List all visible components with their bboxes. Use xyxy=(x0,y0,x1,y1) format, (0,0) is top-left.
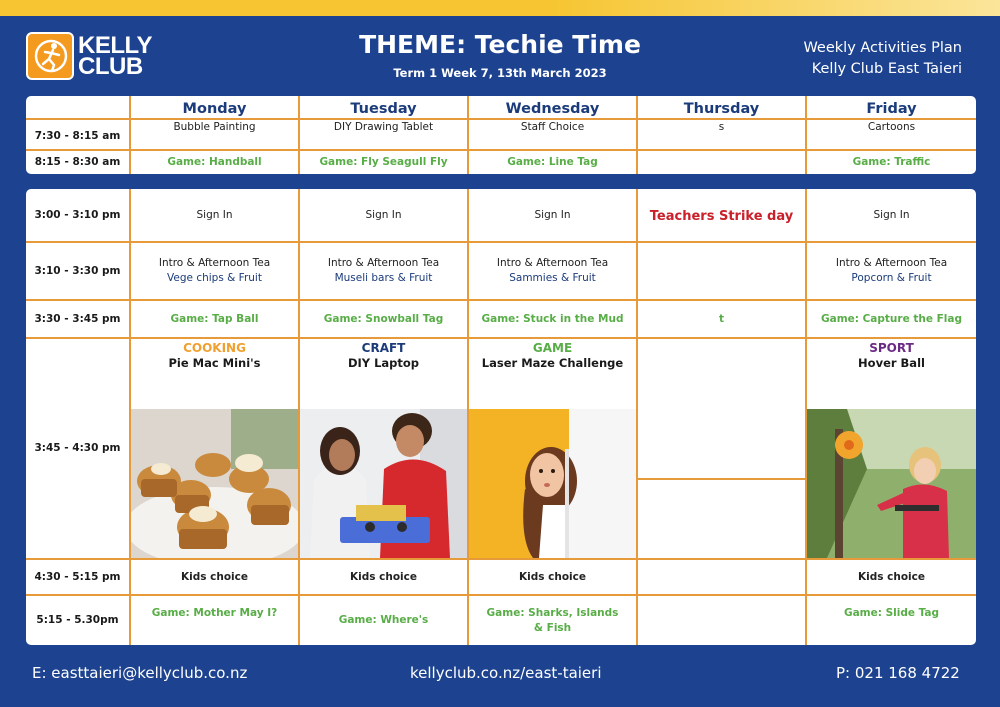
footer-phone: P: 021 168 4722 xyxy=(836,664,960,682)
activity-category: GAME xyxy=(532,341,573,355)
time-slot: 3:00 - 3:10 pm xyxy=(34,208,121,221)
term-subtitle: Term 1 Week 7, 13th March 2023 xyxy=(393,66,607,80)
game-photo xyxy=(469,409,636,558)
snack-label: Sammies & Fruit xyxy=(509,272,596,284)
sign-in-cell: Sign In xyxy=(873,208,910,221)
activity-heading xyxy=(469,339,636,373)
game-cell: Game: Mother May I? xyxy=(151,606,278,619)
game-cell xyxy=(638,151,805,174)
time-slot: 4:30 - 5:15 pm xyxy=(34,570,121,583)
afternoon-tea-cell xyxy=(300,243,467,299)
afternoon-tea-cell xyxy=(131,243,298,299)
activity-cell: s xyxy=(718,120,725,133)
sign-in-cell: Sign In xyxy=(196,208,233,221)
time-slot: 3:30 - 3:45 pm xyxy=(34,312,121,325)
activity-cell: Staff Choice xyxy=(520,120,585,133)
activity-heading xyxy=(807,339,976,373)
game-cell: Game: Line Tag xyxy=(507,156,598,168)
snack-label: Vege chips & Fruit xyxy=(167,272,262,284)
activity-cell: Cartoons xyxy=(867,120,916,133)
activity-heading xyxy=(300,339,467,373)
day-header-thursday: Thursday xyxy=(683,100,760,117)
activity-name: Laser Maze Challenge xyxy=(481,356,624,370)
game-cell: Game: Snowball Tag xyxy=(323,312,444,325)
activity-heading xyxy=(131,339,298,373)
intro-label: Intro & Afternoon Tea xyxy=(327,257,440,269)
activity-name: Pie Mac Mini's xyxy=(168,356,261,370)
activity-category: COOKING xyxy=(183,341,246,355)
sign-in-cell: Sign In xyxy=(534,208,571,221)
day-header-monday: Monday xyxy=(182,100,247,117)
footer-email[interactable]: E: easttaieri@kellyclub.co.nz xyxy=(32,664,248,682)
day-header-friday: Friday xyxy=(866,100,917,117)
kids-choice-cell: Kids choice xyxy=(349,570,417,583)
time-slot: 3:45 - 4:30 pm xyxy=(34,442,121,454)
kelly-club-logo xyxy=(26,32,156,80)
day-header-tuesday: Tuesday xyxy=(350,100,417,117)
time-slot: 8:15 - 8:30 am xyxy=(34,156,121,168)
intro-label: Intro & Afternoon Tea xyxy=(496,257,609,269)
plan-info xyxy=(803,38,962,80)
morning-schedule-table xyxy=(26,96,976,174)
kids-choice-cell: Kids choice xyxy=(180,570,248,583)
afternoon-tea-cell xyxy=(807,243,976,299)
time-slot: 5:15 - 5.30pm xyxy=(36,614,119,626)
page-title: THEME: Techie Time xyxy=(359,30,641,59)
intro-label: Intro & Afternoon Tea xyxy=(158,257,271,269)
time-slot: 7:30 - 8:15 am xyxy=(34,130,121,142)
game-cell: Game: Capture the Flag xyxy=(820,312,963,325)
afternoon-tea-cell xyxy=(469,243,636,299)
game-cell: Game: Handball xyxy=(167,156,262,168)
logo-line2: CLUB xyxy=(78,53,143,80)
intro-label: Intro & Afternoon Tea xyxy=(835,257,948,269)
sign-in-cell: Sign In xyxy=(365,208,402,221)
logo-line1: KELLY xyxy=(78,32,152,59)
snack-label: Museli bars & Fruit xyxy=(334,272,433,284)
game-cell: Game: Slide Tag xyxy=(843,606,940,619)
activity-cell: Bubble Painting xyxy=(173,120,256,133)
activity-name: Hover Ball xyxy=(858,356,925,370)
afternoon-schedule-table xyxy=(26,189,976,645)
game-cell: Game: Stuck in the Mud xyxy=(481,312,624,325)
plan-line2: Kelly Club East Taieri xyxy=(811,61,962,77)
game-cell: Game: Fly Seagull Fly xyxy=(319,156,448,168)
plan-line1: Weekly Activities Plan xyxy=(803,40,962,56)
activity-category: SPORT xyxy=(869,341,914,355)
activity-name: DIY Laptop xyxy=(347,356,420,370)
activity-cell: DIY Drawing Tablet xyxy=(333,120,434,133)
game-cell: Game: Traffic xyxy=(852,156,931,168)
time-slot: 3:10 - 3:30 pm xyxy=(34,264,121,277)
running-figure-icon xyxy=(26,32,74,80)
activity-category: CRAFT xyxy=(361,341,406,355)
cooking-photo xyxy=(131,409,298,558)
game-cell: Game: Where's xyxy=(338,614,429,626)
kids-choice-cell: Kids choice xyxy=(857,570,925,583)
footer-website[interactable]: kellyclub.co.nz/east-taieri xyxy=(410,664,602,682)
craft-photo xyxy=(300,409,467,558)
game-cell: Game: Sharks, Islands & Fish xyxy=(486,606,619,634)
kids-choice-cell xyxy=(638,560,805,594)
game-cell: Game: Tap Ball xyxy=(170,312,259,325)
game-cell: t xyxy=(718,312,725,325)
sport-photo xyxy=(807,409,976,558)
kids-choice-cell: Kids choice xyxy=(518,570,586,583)
snack-label: Popcorn & Fruit xyxy=(851,272,932,284)
strike-day-notice: Teachers Strike day xyxy=(649,209,794,224)
top-accent-stripe xyxy=(0,0,1000,16)
day-header-wednesday: Wednesday xyxy=(505,100,600,117)
game-cell xyxy=(638,596,805,645)
